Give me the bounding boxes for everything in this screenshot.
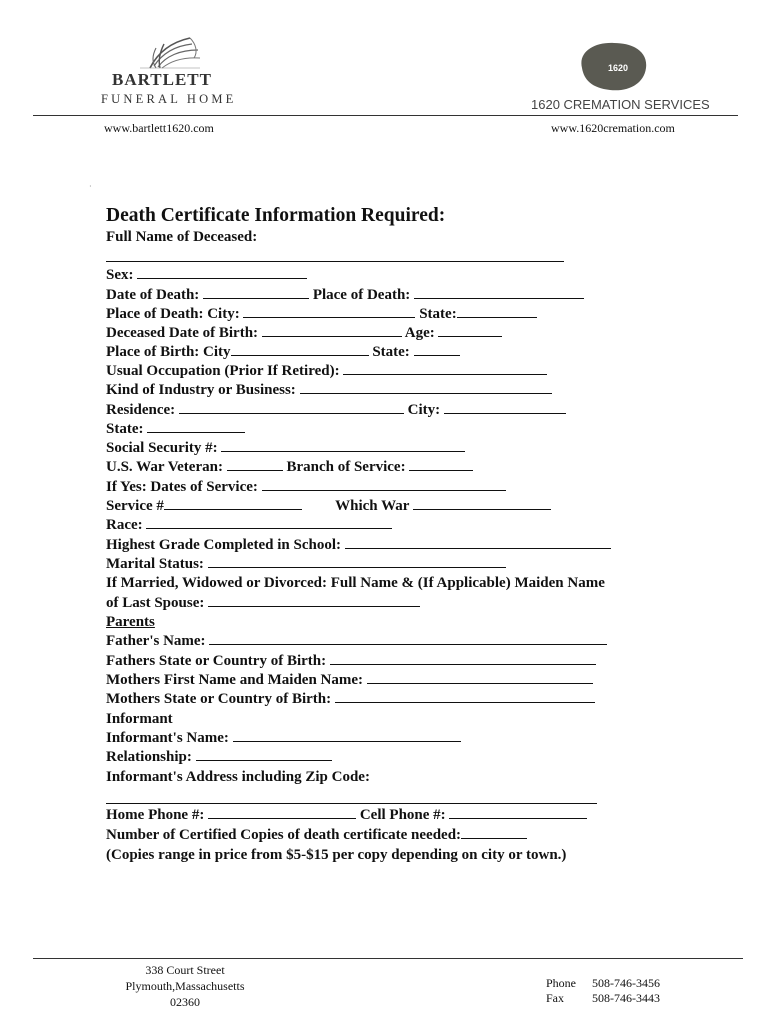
date-of-death-blank[interactable] [203, 286, 309, 299]
footer-zip: 02360 [170, 995, 200, 1009]
cremation-url: www.1620cremation.com [551, 121, 675, 135]
residence-blank[interactable] [179, 401, 404, 414]
residence-state-field [106, 420, 245, 438]
bartlett-url: www.bartlett1620.com [104, 121, 214, 135]
mothers-name-field [106, 671, 593, 689]
fathers-state-label: Fathers State or Country of Birth: [106, 653, 327, 669]
last-spouse-label: of Last Spouse: [106, 595, 205, 611]
highest-grade-field [106, 536, 611, 554]
sex-label: Sex: [106, 267, 134, 283]
social-security-field [106, 439, 465, 457]
usual-occupation-blank[interactable] [343, 362, 547, 375]
mothers-state-blank[interactable] [335, 690, 595, 703]
service-number-blank[interactable] [164, 497, 302, 510]
footer-street: 338 Court Street [145, 963, 225, 977]
age-label: Age: [404, 325, 435, 341]
branch-of-service-blank[interactable] [409, 458, 473, 471]
residence-state-label: State: [106, 421, 144, 437]
mothers-name-label: Mothers First Name and Maiden Name: [106, 672, 364, 688]
marital-status-label: Marital Status: [106, 556, 204, 572]
place-of-birth-city-blank[interactable] [231, 343, 369, 356]
war-veteran-blank[interactable] [227, 458, 283, 471]
certified-copies-field [106, 826, 527, 844]
which-war-label: Which War [335, 498, 410, 514]
age-blank[interactable] [438, 324, 502, 337]
birth-state-blank[interactable] [414, 343, 460, 356]
service-number-field [106, 497, 551, 515]
bartlett-brand-name: BARTLETT [112, 70, 212, 89]
dates-of-service-label: If Yes: Dates of Service: [106, 479, 258, 495]
cell-phone-blank[interactable] [449, 806, 587, 819]
fathers-state-field [106, 652, 596, 670]
residence-city-label: City: [407, 402, 441, 418]
marital-status-field [106, 555, 506, 573]
fathers-name-blank[interactable] [209, 632, 607, 645]
deceased-dob-field [106, 324, 502, 342]
header-divider [33, 115, 738, 116]
place-of-birth-field [106, 343, 460, 361]
bartlett-brand-subtitle: FUNERAL HOME [101, 92, 237, 106]
residence-label: Residence: [106, 402, 176, 418]
dates-of-service-field [106, 478, 506, 496]
copies-note: (Copies range in price from $5-$15 per copy depending on city or town.) [106, 847, 567, 863]
phone-label: Phone [546, 976, 576, 990]
sex-blank[interactable] [137, 266, 307, 279]
fax-label: Fax [546, 991, 564, 1005]
informants-address-label: Informant's Address including Zip Code: [106, 769, 370, 785]
residence-field [106, 401, 566, 419]
spouse-instruction-label: If Married, Widowed or Divorced: Full Name & (If Applicable) Maiden Name [106, 575, 605, 591]
race-field [106, 516, 392, 534]
usual-occupation-label: Usual Occupation (Prior If Retired): [106, 363, 340, 379]
race-label: Race: [106, 517, 143, 533]
branch-of-service-label: Branch of Service: [286, 459, 406, 475]
informants-name-label: Informant's Name: [106, 730, 229, 746]
state-blank[interactable] [457, 305, 537, 318]
stone-icon [572, 38, 652, 94]
service-number-label: Service # [106, 498, 164, 514]
mothers-name-blank[interactable] [367, 671, 593, 684]
kind-of-industry-field [106, 381, 552, 399]
fathers-name-label: Father's Name: [106, 633, 206, 649]
informants-name-blank[interactable] [233, 729, 461, 742]
stray-mark: · [89, 182, 92, 191]
last-spouse-blank[interactable] [208, 594, 420, 607]
home-phone-label: Home Phone #: [106, 807, 205, 823]
highest-grade-label: Highest Grade Completed in School: [106, 537, 341, 553]
fax-number: 508-746-3443 [592, 991, 660, 1005]
cremation-stone-logo [572, 38, 652, 94]
footer-divider [33, 958, 743, 959]
race-blank[interactable] [146, 516, 392, 529]
relationship-blank[interactable] [196, 748, 332, 761]
social-security-label: Social Security #: [106, 440, 218, 456]
which-war-blank[interactable] [413, 497, 551, 510]
date-of-death-label: Date of Death: [106, 287, 200, 303]
cell-phone-label: Cell Phone #: [359, 807, 446, 823]
full-name-blank[interactable] [106, 261, 564, 262]
spouse-line-1 [106, 574, 605, 592]
footer-city-state: Plymouth,Massachusetts [125, 979, 245, 993]
phone-number: 508-746-3456 [592, 976, 660, 990]
certified-copies-blank[interactable] [461, 826, 527, 839]
fathers-name-field [106, 632, 607, 650]
highest-grade-blank[interactable] [345, 536, 611, 549]
informants-address-blank[interactable] [106, 803, 597, 804]
mothers-state-field [106, 690, 595, 708]
informants-name-field [106, 729, 461, 747]
place-of-death-city-field [106, 305, 537, 323]
social-security-blank[interactable] [221, 439, 465, 452]
deceased-dob-blank[interactable] [262, 324, 402, 337]
phone-field [106, 806, 587, 824]
sex-field [106, 266, 307, 284]
kind-of-industry-label: Kind of Industry or Business: [106, 382, 296, 398]
kind-of-industry-blank[interactable] [300, 381, 552, 394]
birth-state-label: State: [372, 344, 410, 360]
place-of-death-city-label: Place of Death: City: [106, 306, 240, 322]
relationship-label: Relationship: [106, 749, 192, 765]
relationship-field [106, 748, 332, 766]
war-veteran-label: U.S. War Veteran: [106, 459, 223, 475]
residence-city-blank[interactable] [444, 401, 566, 414]
badge-text: 1620 [607, 63, 629, 73]
full-name-field [106, 228, 257, 246]
full-name-label: Full Name of Deceased: [106, 229, 258, 245]
deceased-dob-label: Deceased Date of Birth: [106, 325, 259, 341]
place-of-death-city-blank[interactable] [243, 305, 415, 318]
mothers-state-label: Mothers State or Country of Birth: [106, 691, 332, 707]
usual-occupation-field [106, 362, 547, 380]
spouse-line-2 [106, 594, 420, 612]
certified-copies-label: Number of Certified Copies of death certificate needed: [106, 827, 462, 843]
home-phone-blank[interactable] [208, 806, 356, 819]
fathers-state-blank[interactable] [330, 652, 596, 665]
form-title: Death Certificate Information Required: [106, 205, 446, 226]
informants-address-field [106, 768, 370, 786]
cremation-brand-name: 1620 CREMATION SERVICES [531, 97, 710, 112]
dates-of-service-blank[interactable] [262, 478, 506, 491]
war-veteran-field [106, 458, 473, 476]
informant-heading: Informant [106, 711, 173, 727]
marital-status-blank[interactable] [208, 555, 506, 568]
parents-heading: Parents [106, 614, 155, 630]
state-label: State: [419, 306, 457, 322]
place-of-death-label: Place of Death: [312, 287, 411, 303]
place-of-birth-city-label: Place of Birth: City [106, 344, 231, 360]
place-of-death-blank[interactable] [414, 286, 584, 299]
date-place-of-death-field [106, 286, 584, 304]
residence-state-blank[interactable] [147, 420, 245, 433]
